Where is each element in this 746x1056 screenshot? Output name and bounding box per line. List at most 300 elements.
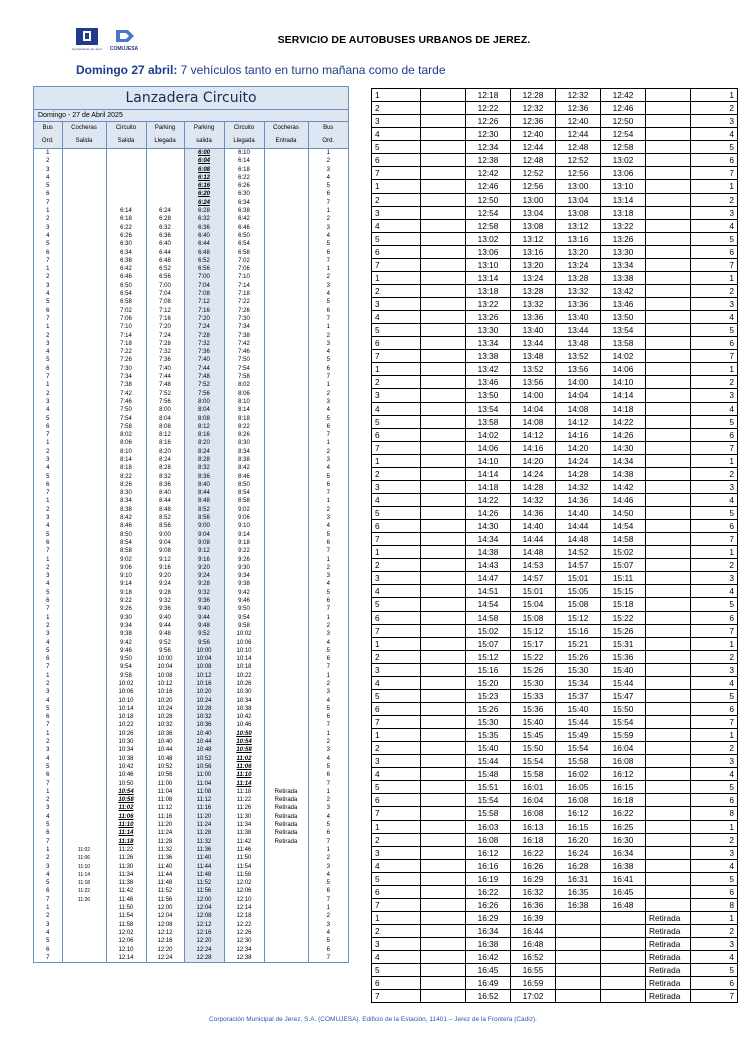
table-cell: 15:30 xyxy=(511,676,556,689)
table-cell: 4 xyxy=(34,406,62,414)
table-cell: 5 xyxy=(372,598,421,611)
table-cell: 8:08 xyxy=(184,415,224,423)
table-cell: 13:30 xyxy=(466,324,511,337)
table-cell: 11:42 xyxy=(224,838,264,846)
table-cell: 5 xyxy=(326,415,330,422)
table-cell xyxy=(646,546,691,559)
table-cell: 6:14 xyxy=(106,207,146,215)
table-cell: 4 xyxy=(326,523,330,530)
table-cell: 14:52 xyxy=(556,546,601,559)
table-cell xyxy=(421,794,466,807)
table-row xyxy=(372,572,738,585)
table-cell: 16:36 xyxy=(511,898,556,911)
table-row xyxy=(34,398,348,406)
table-cell xyxy=(62,506,106,514)
table-cell xyxy=(421,337,466,350)
table-cell: 5 xyxy=(372,689,421,702)
table-cell: 7:48 xyxy=(184,373,224,381)
table-cell: 15:11 xyxy=(601,572,646,585)
table-cell: 13:48 xyxy=(511,350,556,363)
table-cell: 2 xyxy=(691,467,738,480)
table-cell: 12:04 xyxy=(184,904,224,912)
table-cell: 10:24 xyxy=(184,697,224,705)
table-cell: 4 xyxy=(34,348,62,356)
table-cell xyxy=(421,676,466,689)
table-cell: 7 xyxy=(34,199,62,207)
table-cell xyxy=(421,546,466,559)
column-header: Salida xyxy=(62,135,106,149)
table-cell: 1 xyxy=(326,382,330,389)
table-cell: 7:16 xyxy=(184,307,224,315)
table-cell xyxy=(646,154,691,167)
table-cell xyxy=(556,964,601,977)
table-cell: 7:16 xyxy=(146,315,184,323)
table-cell: 4 xyxy=(326,581,330,588)
table-cell xyxy=(601,925,646,938)
table-cell: 7:26 xyxy=(224,307,264,315)
table-cell xyxy=(264,149,308,158)
table-cell: 10:40 xyxy=(184,730,224,738)
table-cell: 10:10 xyxy=(224,647,264,655)
table-row xyxy=(372,872,738,885)
table-cell: 6:40 xyxy=(184,232,224,240)
table-cell: 9:08 xyxy=(146,547,184,555)
table-cell: 10:40 xyxy=(146,738,184,746)
table-cell: 3 xyxy=(34,340,62,348)
table-cell xyxy=(62,622,106,630)
table-cell xyxy=(646,428,691,441)
table-cell: 3 xyxy=(691,572,738,585)
table-cell: 16:12 xyxy=(556,807,601,820)
table-row xyxy=(372,284,738,297)
table-cell xyxy=(646,219,691,232)
left-schedule-grid xyxy=(34,122,348,962)
table-row xyxy=(372,389,738,402)
table-cell: 2 xyxy=(326,506,330,513)
table-cell: 6:54 xyxy=(224,240,264,248)
table-cell: 11:06 xyxy=(106,813,146,821)
table-cell xyxy=(62,912,106,920)
table-cell: 1 xyxy=(372,363,421,376)
table-cell: 1 xyxy=(326,556,330,563)
table-cell: 6 xyxy=(34,423,62,431)
table-cell: 12:00 xyxy=(146,904,184,912)
table-cell xyxy=(421,258,466,271)
table-cell: 10:00 xyxy=(146,655,184,663)
subtitle-date: Domingo 27 abril: xyxy=(76,63,178,77)
table-cell: 9:18 xyxy=(224,539,264,547)
table-cell: 11:52 xyxy=(184,879,224,887)
table-cell xyxy=(421,284,466,297)
table-cell xyxy=(646,637,691,650)
table-cell: 7:22 xyxy=(224,298,264,306)
table-cell: 6:28 xyxy=(146,215,184,223)
table-cell: 2 xyxy=(34,796,62,804)
table-cell: 6:08 xyxy=(184,166,224,174)
table-header-row xyxy=(34,135,348,149)
table-cell: 3 xyxy=(691,389,738,402)
table-cell: 7:40 xyxy=(146,365,184,373)
table-cell: 11:24 xyxy=(146,829,184,837)
table-row xyxy=(34,531,348,539)
table-cell xyxy=(62,771,106,779)
table-cell xyxy=(421,415,466,428)
table-cell: 4 xyxy=(372,128,421,141)
table-cell: 4 xyxy=(372,219,421,232)
table-cell: 12:48 xyxy=(511,154,556,167)
table-cell: 15:40 xyxy=(511,716,556,729)
table-cell: 8:20 xyxy=(184,439,224,447)
table-cell: 9:22 xyxy=(106,597,146,605)
table-cell: 8:20 xyxy=(146,448,184,456)
table-cell: 14:06 xyxy=(466,441,511,454)
table-cell: 7 xyxy=(691,258,738,271)
table-cell: 13:14 xyxy=(466,271,511,284)
table-row xyxy=(372,298,738,311)
table-cell: 5 xyxy=(372,324,421,337)
table-cell: 10:50 xyxy=(106,780,146,788)
table-cell: 14:34 xyxy=(466,533,511,546)
table-cell: 10:02 xyxy=(224,630,264,638)
table-cell: 3 xyxy=(691,755,738,768)
table-cell: 10:24 xyxy=(146,705,184,713)
table-cell: 14:28 xyxy=(511,480,556,493)
table-cell xyxy=(421,781,466,794)
table-cell: 13:06 xyxy=(601,167,646,180)
table-cell: 9:44 xyxy=(184,614,224,622)
table-row xyxy=(372,258,738,271)
table-cell xyxy=(106,157,146,165)
table-cell: 3 xyxy=(372,298,421,311)
table-cell xyxy=(646,872,691,885)
table-cell xyxy=(646,768,691,781)
table-cell xyxy=(264,854,308,862)
table-cell xyxy=(62,630,106,638)
table-cell: 6:28 xyxy=(184,207,224,215)
table-row xyxy=(34,456,348,464)
table-cell: 1 xyxy=(691,911,738,924)
table-cell xyxy=(646,311,691,324)
table-row xyxy=(34,871,348,879)
table-cell: 11:14 xyxy=(224,780,264,788)
table-cell xyxy=(421,232,466,245)
table-cell xyxy=(264,929,308,937)
table-cell xyxy=(264,522,308,530)
table-cell xyxy=(264,738,308,746)
table-cell: 2 xyxy=(372,467,421,480)
table-cell: 6:50 xyxy=(224,232,264,240)
table-cell xyxy=(264,937,308,945)
table-cell xyxy=(646,572,691,585)
table-cell: 13:16 xyxy=(556,232,601,245)
table-cell: 7 xyxy=(326,315,330,322)
column-header: Circuito xyxy=(106,122,146,135)
table-cell: 3 xyxy=(34,804,62,812)
table-cell: 3 xyxy=(34,572,62,580)
table-cell: 9:22 xyxy=(224,547,264,555)
table-cell: 5 xyxy=(34,415,62,423)
table-cell xyxy=(264,406,308,414)
table-cell: 11:04 xyxy=(146,788,184,796)
table-cell: 7 xyxy=(34,373,62,381)
table-cell: 15:35 xyxy=(466,729,511,742)
table-cell: Retirada xyxy=(646,964,691,977)
table-cell: 11:58 xyxy=(106,921,146,929)
table-cell xyxy=(646,807,691,820)
table-cell xyxy=(646,376,691,389)
table-row xyxy=(34,680,348,688)
table-row xyxy=(372,454,738,467)
table-cell: 14:08 xyxy=(511,415,556,428)
table-row xyxy=(372,938,738,951)
table-cell: 12:16 xyxy=(184,929,224,937)
table-cell: 3 xyxy=(34,166,62,174)
table-row xyxy=(34,597,348,605)
table-cell: 6 xyxy=(372,977,421,990)
table-cell: 2 xyxy=(326,274,330,281)
table-cell: 13:08 xyxy=(556,206,601,219)
table-cell: 6 xyxy=(326,539,330,546)
table-cell: 15:05 xyxy=(556,585,601,598)
table-cell: 2 xyxy=(691,284,738,297)
table-cell: 11:26 xyxy=(62,896,106,904)
table-row xyxy=(34,912,348,920)
table-cell xyxy=(62,904,106,912)
table-cell xyxy=(646,559,691,572)
table-header-row xyxy=(34,122,348,135)
table-cell: 6:44 xyxy=(146,249,184,257)
table-cell: 2 xyxy=(372,742,421,755)
table-cell: 6 xyxy=(34,365,62,373)
table-cell xyxy=(62,149,106,158)
table-cell xyxy=(646,585,691,598)
table-cell: 12:54 xyxy=(466,206,511,219)
table-cell: 8:42 xyxy=(106,514,146,522)
table-cell: 14:36 xyxy=(556,493,601,506)
table-cell: 14:10 xyxy=(466,454,511,467)
table-cell: 7:54 xyxy=(224,365,264,373)
table-row xyxy=(34,946,348,954)
table-cell: 2 xyxy=(34,506,62,514)
table-row xyxy=(34,630,348,638)
table-cell: 14:16 xyxy=(556,428,601,441)
table-cell: 15:30 xyxy=(556,663,601,676)
table-cell xyxy=(646,141,691,154)
table-cell: 8:32 xyxy=(146,473,184,481)
table-cell: 7 xyxy=(326,722,330,729)
table-cell: 7:28 xyxy=(146,340,184,348)
table-cell xyxy=(62,954,106,962)
table-cell: 6 xyxy=(34,307,62,315)
table-cell: 6 xyxy=(326,423,330,430)
table-cell xyxy=(264,381,308,389)
table-cell xyxy=(421,350,466,363)
table-cell: 8:28 xyxy=(146,464,184,472)
table-cell xyxy=(146,149,184,158)
table-cell: 12:18 xyxy=(466,89,511,102)
table-cell xyxy=(62,439,106,447)
table-cell xyxy=(421,428,466,441)
table-row xyxy=(372,350,738,363)
table-cell xyxy=(62,199,106,207)
table-cell: 12:22 xyxy=(466,102,511,115)
table-cell xyxy=(421,271,466,284)
table-cell: 15:44 xyxy=(466,755,511,768)
table-cell xyxy=(146,182,184,190)
table-cell: 9:54 xyxy=(224,614,264,622)
table-cell: 7 xyxy=(372,990,421,1003)
table-cell xyxy=(264,431,308,439)
table-cell xyxy=(421,964,466,977)
table-row xyxy=(372,154,738,167)
table-cell xyxy=(646,611,691,624)
table-cell xyxy=(62,448,106,456)
table-cell: 1 xyxy=(34,381,62,389)
table-cell: 12:40 xyxy=(511,128,556,141)
table-cell xyxy=(421,402,466,415)
table-row xyxy=(372,755,738,768)
table-cell: 11:02 xyxy=(224,755,264,763)
table-cell xyxy=(646,833,691,846)
table-cell xyxy=(264,199,308,207)
table-cell: 6 xyxy=(326,946,330,953)
table-cell xyxy=(646,794,691,807)
table-cell: 14:40 xyxy=(511,520,556,533)
table-cell: 4 xyxy=(372,859,421,872)
table-cell: 7:42 xyxy=(106,390,146,398)
table-cell xyxy=(264,332,308,340)
table-cell xyxy=(62,298,106,306)
table-cell: 9:34 xyxy=(106,622,146,630)
table-cell xyxy=(264,365,308,373)
table-cell: 12:44 xyxy=(511,141,556,154)
table-cell: 14:14 xyxy=(466,467,511,480)
table-cell: 16:29 xyxy=(511,872,556,885)
table-cell: 14:26 xyxy=(601,428,646,441)
table-cell xyxy=(646,480,691,493)
table-cell: 15:40 xyxy=(601,663,646,676)
table-cell xyxy=(264,697,308,705)
table-cell xyxy=(62,456,106,464)
table-cell: 7:02 xyxy=(224,257,264,265)
table-cell: 5 xyxy=(34,356,62,364)
table-cell: 2 xyxy=(372,284,421,297)
table-cell: 10:34 xyxy=(224,697,264,705)
table-row xyxy=(34,763,348,771)
table-cell xyxy=(264,182,308,190)
table-cell: 9:56 xyxy=(184,639,224,647)
table-cell: 7 xyxy=(372,258,421,271)
table-cell: 6:56 xyxy=(146,273,184,281)
table-cell: 15:22 xyxy=(601,611,646,624)
table-cell: 16:34 xyxy=(601,846,646,859)
table-cell: 12:14 xyxy=(224,904,264,912)
table-cell: 15:50 xyxy=(601,702,646,715)
table-cell: 4 xyxy=(34,813,62,821)
table-cell xyxy=(264,249,308,257)
column-header: Ord. xyxy=(308,135,348,149)
table-cell xyxy=(264,307,308,315)
table-cell: 11:06 xyxy=(62,854,106,862)
table-cell: 11:18 xyxy=(224,788,264,796)
table-cell xyxy=(646,689,691,702)
table-cell: 11:18 xyxy=(106,838,146,846)
table-cell: 9:06 xyxy=(224,514,264,522)
table-row xyxy=(372,219,738,232)
table-cell: 4 xyxy=(691,402,738,415)
table-row xyxy=(34,713,348,721)
table-cell: 13:42 xyxy=(466,363,511,376)
table-cell: 1 xyxy=(34,846,62,854)
table-row xyxy=(372,559,738,572)
table-row xyxy=(34,149,348,158)
table-cell: 7:26 xyxy=(106,356,146,364)
table-row xyxy=(34,896,348,904)
table-cell xyxy=(264,904,308,912)
table-cell xyxy=(264,464,308,472)
table-cell xyxy=(62,481,106,489)
table-cell: 9:38 xyxy=(106,630,146,638)
table-cell: 9:36 xyxy=(146,605,184,613)
table-cell: 14:22 xyxy=(466,493,511,506)
table-row xyxy=(372,716,738,729)
table-cell: 9:14 xyxy=(106,580,146,588)
table-cell: 11:56 xyxy=(146,896,184,904)
table-cell: 7 xyxy=(326,606,330,613)
table-cell: 15:20 xyxy=(466,676,511,689)
table-cell: 8:50 xyxy=(224,481,264,489)
table-cell: 7:20 xyxy=(146,323,184,331)
table-row xyxy=(34,182,348,190)
table-cell: 1 xyxy=(34,439,62,447)
table-cell: 12:28 xyxy=(511,89,556,102)
table-cell: 3 xyxy=(372,115,421,128)
table-cell: 3 xyxy=(34,224,62,232)
table-cell xyxy=(601,990,646,1003)
table-cell: 4 xyxy=(34,929,62,937)
table-row xyxy=(34,390,348,398)
table-row xyxy=(34,697,348,705)
table-cell: 7:02 xyxy=(106,307,146,315)
table-cell xyxy=(556,925,601,938)
table-cell: 9:48 xyxy=(146,630,184,638)
table-cell: 14:48 xyxy=(556,533,601,546)
table-cell: 15:02 xyxy=(601,546,646,559)
table-row xyxy=(372,141,738,154)
table-cell: 5 xyxy=(34,937,62,945)
table-cell xyxy=(556,951,601,964)
table-cell: 3 xyxy=(326,398,330,405)
table-cell: 7:56 xyxy=(146,398,184,406)
table-row xyxy=(34,481,348,489)
table-cell xyxy=(62,290,106,298)
table-cell: 6 xyxy=(691,611,738,624)
table-cell: 11:12 xyxy=(184,796,224,804)
table-cell: 1 xyxy=(34,497,62,505)
table-cell xyxy=(264,190,308,198)
table-cell: 13:28 xyxy=(511,284,556,297)
table-cell xyxy=(264,390,308,398)
table-row xyxy=(34,373,348,381)
table-cell: 7:20 xyxy=(184,315,224,323)
table-cell: 16:22 xyxy=(601,807,646,820)
table-cell: 14:20 xyxy=(511,454,556,467)
table-cell xyxy=(646,115,691,128)
table-cell xyxy=(421,650,466,663)
table-cell: 8:54 xyxy=(106,539,146,547)
table-cell: 10:08 xyxy=(146,672,184,680)
table-cell xyxy=(62,547,106,555)
